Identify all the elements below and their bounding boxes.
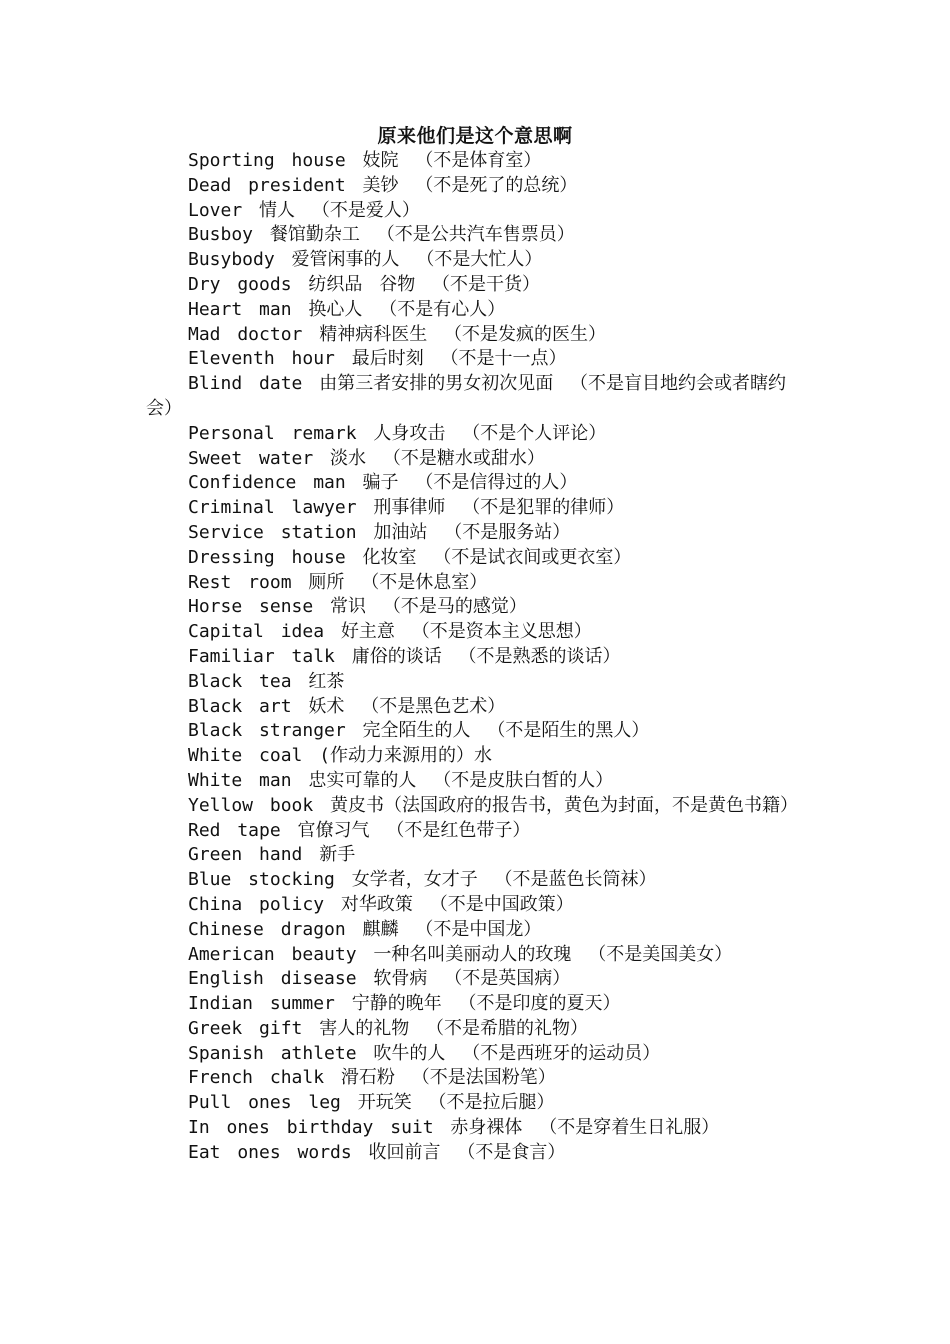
entry-busybody: Busybody 爱管闲事的人 （不是大忙人） <box>188 249 543 271</box>
entry-spanish-athlete: Spanish athlete 吹牛的人 （不是西班牙的运动员） <box>188 1042 661 1064</box>
entry-service-station: Service station 加油站 （不是服务站） <box>188 521 571 543</box>
entry-french-chalk: French chalk 滑石粉 （不是法国粉笔） <box>188 1067 556 1089</box>
entry-busboy: Busboy 餐馆勤杂工 （不是公共汽车售票员） <box>188 224 575 246</box>
entry-list <box>146 149 810 1166</box>
entry-pull-ones-leg: Pull ones leg 开玩笑 （不是拉后腿） <box>188 1092 555 1114</box>
entry-white-man: White man 忠实可靠的人 （不是皮肤白皙的人） <box>188 769 614 791</box>
entry-red-tape: Red tape 官僚习气 （不是红色带子） <box>188 819 531 841</box>
entry-familiar-talk: Familiar talk 庸俗的谈话 （不是熟悉的谈话） <box>188 645 621 667</box>
entry-sporting-house: Sporting house 妓院 （不是体育室） <box>188 150 542 171</box>
entry-personal-remark: Personal remark 人身攻击 （不是个人评论） <box>188 422 607 444</box>
entry-horse-sense: Horse sense 常识 （不是马的感觉） <box>188 596 527 618</box>
entry-rest-room: Rest room 厕所 （不是休息室） <box>188 571 488 593</box>
entry-eat-ones-words: Eat ones words 收回前言 （不是食言） <box>188 1141 566 1163</box>
entry-english-disease: English disease 软骨病 （不是英国病） <box>188 968 571 990</box>
entry-indian-summer: Indian summer 宁静的晚年 （不是印度的夏天） <box>188 993 621 1015</box>
entry-blind-date: Blind date 由第三者安排的男女初次见面 （不是盲目地约会或者瞎约会） <box>146 373 787 419</box>
entry-dry-goods: Dry goods 纺织品 谷物 （不是干货） <box>188 273 541 295</box>
entry-eleventh-hour: Eleventh hour 最后时刻 （不是十一点） <box>188 348 567 370</box>
entry-capital-idea: Capital idea 好主意 （不是资本主义思想） <box>188 621 592 643</box>
entry-heart-man: Heart man 换心人 （不是有心人） <box>188 298 506 320</box>
entry-birthday-suit: In ones birthday suit 赤身裸体 （不是穿着生日礼服） <box>188 1117 720 1139</box>
entry-confidence-man: Confidence man 骗子 （不是信得过的人） <box>188 472 578 494</box>
entry-lover: Lover 情人 （不是爱人） <box>188 199 420 221</box>
entry-mad-doctor: Mad doctor 精神病科医生 （不是发疯的医生） <box>188 323 607 345</box>
entry-black-art: Black art 妖术 （不是黑色艺术） <box>188 695 506 717</box>
entry-yellow-book: Yellow book 黄皮书（法国政府的报告书，黄色为封面，不是黄色书籍） <box>188 794 799 816</box>
entry-black-stranger: Black stranger 完全陌生的人 （不是陌生的黑人） <box>188 720 650 742</box>
entry-green-hand: Green hand 新手 <box>188 844 356 866</box>
entry-white-coal: White coal (作动力来源用的）水 <box>188 745 493 767</box>
entry-china-policy: China policy 对华政策 （不是中国政策） <box>188 893 574 915</box>
entry-greek-gift: Greek gift 害人的礼物 （不是希腊的礼物） <box>188 1017 589 1039</box>
entry-sweet-water: Sweet water 淡水 （不是糖水或甜水） <box>188 447 545 469</box>
entry-blue-stocking: Blue stocking 女学者，女才子 （不是蓝色长筒袜） <box>188 869 657 891</box>
entry-criminal-lawyer: Criminal lawyer 刑事律师 （不是犯罪的律师） <box>188 497 625 519</box>
entry-dead-president: Dead president 美钞 （不是死了的总统） <box>188 174 578 196</box>
entry-american-beauty: American beauty 一种名叫美丽动人的玫瑰 （不是美国美女） <box>188 943 733 965</box>
entry-chinese-dragon: Chinese dragon 麒麟 （不是中国龙） <box>188 918 542 940</box>
entry-black-tea: Black tea 红茶 <box>188 670 345 692</box>
entry-dressing-house: Dressing house 化妆室 （不是试衣间或更衣室） <box>188 546 632 568</box>
document-title: 原来他们是这个意思啊 <box>377 125 573 147</box>
